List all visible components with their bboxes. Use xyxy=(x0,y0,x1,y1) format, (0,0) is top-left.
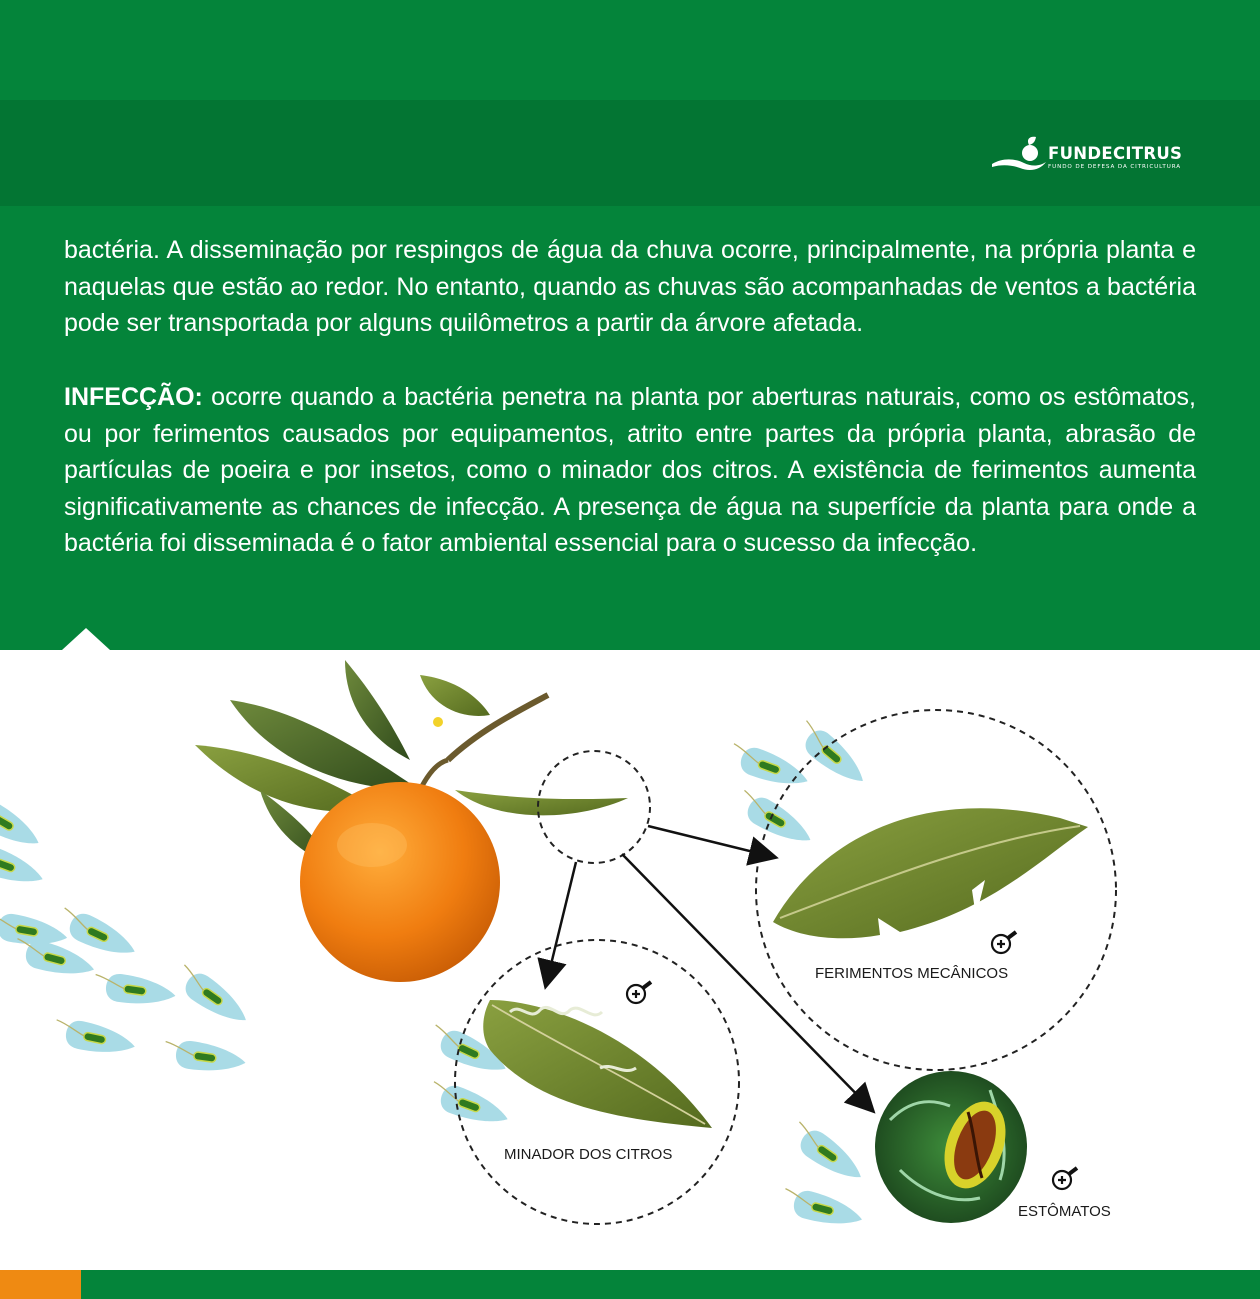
notch-marker xyxy=(62,628,110,650)
leaf-minador xyxy=(483,1000,712,1128)
zoom-icon-estomatos xyxy=(1053,1168,1077,1189)
orange-branch xyxy=(195,660,628,982)
brand-tagline: FUNDO DE DEFESA DA CITRICULTURA xyxy=(1048,164,1182,170)
infection-heading: INFECÇÃO: xyxy=(64,383,203,411)
paragraph-infection xyxy=(64,379,1196,562)
infection-text: ocorre quando a bactéria penetra na planta por aberturas naturais, como os estômatos, ou por ferimentos causados por equipamentos, atrito entre partes da própria planta, abrasão de partículas de poeira e por insetos, como o minador dos citros. A existência de ferimentos aumenta significativamente as chances de infecção. A presença de água na superfície da planta para onde a bactéria foi disseminada é o fator ambiental essencial para o sucesso da infecção. xyxy=(64,383,1196,557)
zoom-icon-minador xyxy=(627,982,651,1003)
stomata-micrograph xyxy=(875,1071,1027,1223)
leaf-ferimentos xyxy=(773,768,1088,938)
footer-green-bar xyxy=(81,1270,1260,1299)
bacteria-droplets-left xyxy=(0,790,254,1077)
bacteria-droplets-top xyxy=(726,718,872,853)
orange-fruit xyxy=(300,782,500,982)
citrus-logo-icon xyxy=(990,136,1048,176)
zoom-icon-ferimentos xyxy=(992,932,1016,953)
label-ferimentos-mecanicos: FERIMENTOS MECÂNICOS xyxy=(815,965,1009,982)
fundecitrus-logo xyxy=(990,136,1205,176)
arrow-to-minador xyxy=(546,862,576,985)
footer-orange-block xyxy=(0,1270,81,1299)
bacteria-droplets-estomatos xyxy=(779,1119,869,1233)
brand-name: FUNDECITRUS xyxy=(1048,144,1183,163)
paragraph-dissemination: bactéria. A disseminação por respingos de água da chuva ocorre, principalmente, na própria planta e naquelas que estão ao redor. No entanto, quando as chuvas são acompanhadas de ventos a bactéria pode ser transportada por alguns quilômetros a partir da árvore afetada. xyxy=(64,236,1196,337)
top-green-bar xyxy=(0,0,1260,100)
label-estomatos: ESTÔMATOS xyxy=(1018,1203,1111,1220)
infection-illustration xyxy=(0,650,1260,1270)
label-minador-dos-citros: MINADOR DOS CITROS xyxy=(504,1146,673,1163)
arrow-to-ferimentos xyxy=(648,826,774,857)
